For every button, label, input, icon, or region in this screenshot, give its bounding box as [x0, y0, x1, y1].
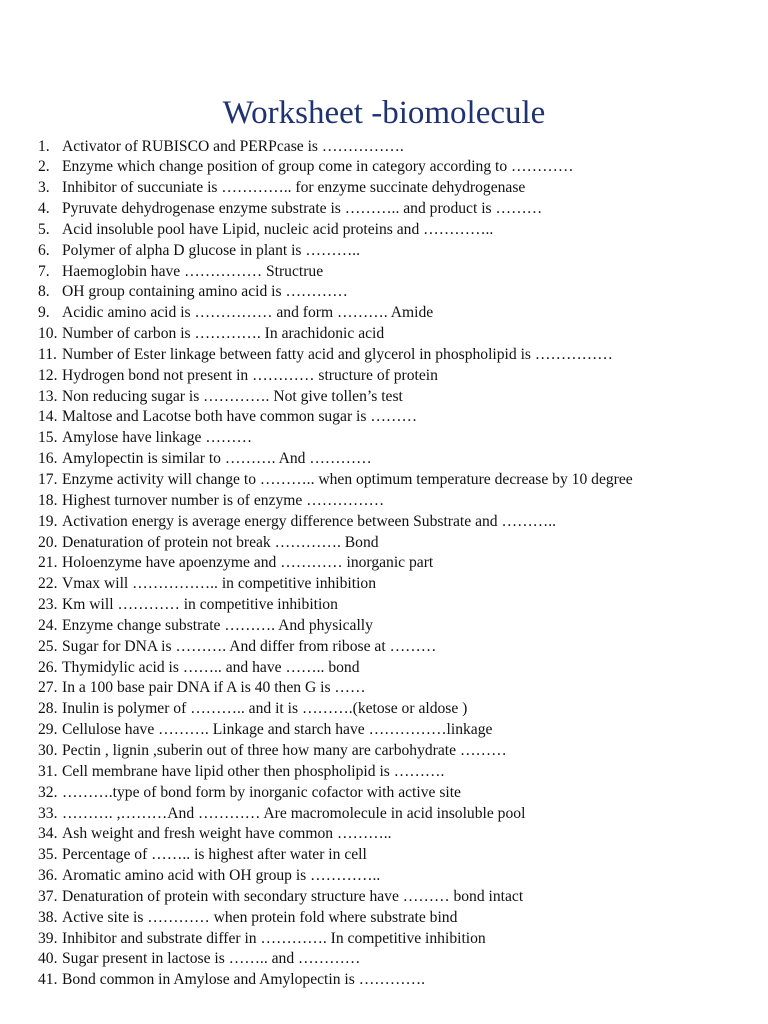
question-number: 37. — [38, 887, 58, 905]
question-number: 7. — [38, 262, 50, 280]
question-item — [38, 574, 633, 595]
question-number: 27. — [38, 679, 58, 697]
question-number: 29. — [38, 721, 58, 739]
question-item — [38, 887, 633, 908]
question-text: Number of Ester linkage between fatty acid and glycerol in phospholipid is …………… — [62, 345, 613, 363]
question-item — [38, 262, 633, 283]
question-item — [38, 804, 633, 825]
question-text: Polymer of alpha D glucose in plant is ……….. — [62, 241, 360, 259]
question-text: ………. ,………And ………… Are macromolecule in acid insoluble pool — [62, 804, 526, 822]
question-number: 18. — [38, 491, 58, 509]
question-number: 21. — [38, 554, 58, 572]
question-number: 35. — [38, 846, 58, 864]
question-text: Acid insoluble pool have Lipid, nucleic acid proteins and ………….. — [62, 220, 494, 238]
question-text: Aromatic amino acid with OH group is ………….. — [62, 867, 381, 885]
question-number: 19. — [38, 512, 58, 530]
question-number: 40. — [38, 950, 58, 968]
question-number: 5. — [38, 220, 50, 238]
question-text: Percentage of …….. is highest after water in cell — [62, 846, 367, 864]
question-item — [38, 637, 633, 658]
question-text: Highest turnover number is of enzyme …………… — [62, 491, 385, 509]
question-text: Bond common in Amylose and Amylopectin is …………. — [62, 971, 425, 989]
question-text: Cell membrane have lipid other then phospholipid is ………. — [62, 762, 445, 780]
question-item — [38, 387, 633, 408]
question-number: 1. — [38, 137, 50, 155]
question-text: In a 100 base pair DNA if A is 40 then G is …… — [62, 679, 366, 697]
question-item — [38, 324, 633, 345]
question-text: Sugar present in lactose is …….. and ………… — [62, 950, 361, 968]
question-text: Inulin is polymer of ……….. and it is ……….(ketose or aldose ) — [62, 700, 468, 718]
question-number: 36. — [38, 867, 58, 885]
question-number: 6. — [38, 241, 50, 259]
question-number: 34. — [38, 825, 58, 843]
question-number: 14. — [38, 408, 58, 426]
question-item — [38, 220, 633, 241]
page-title: Worksheet -biomolecule — [222, 95, 546, 131]
question-number: 33. — [38, 804, 58, 822]
question-item — [38, 929, 633, 950]
question-item — [38, 366, 633, 387]
question-text: Number of carbon is …………. In arachidonic acid — [62, 325, 385, 343]
question-item — [38, 741, 633, 762]
question-number: 10. — [38, 325, 58, 343]
question-text: Holoenzyme have apoenzyme and ………… inorganic part — [62, 554, 434, 572]
question-number: 23. — [38, 596, 58, 614]
question-number: 2. — [38, 158, 50, 176]
question-number: 28. — [38, 700, 58, 718]
question-item — [38, 533, 633, 554]
question-text: Acidic amino acid is …………… and form ………. Amide — [62, 304, 434, 322]
question-item — [38, 553, 633, 574]
question-number: 32. — [38, 783, 58, 801]
question-number: 3. — [38, 179, 50, 197]
question-text: Haemoglobin have …………… Structrue — [62, 262, 324, 280]
question-number: 11. — [38, 345, 57, 363]
question-item — [38, 762, 633, 783]
question-text: Maltose and Lacotse both have common sugar is ……… — [62, 408, 418, 426]
question-item — [38, 866, 633, 887]
question-number: 24. — [38, 616, 58, 634]
question-item — [38, 616, 633, 637]
question-number: 9. — [38, 304, 50, 322]
question-item — [38, 345, 633, 366]
question-number: 22. — [38, 575, 58, 593]
question-item — [38, 470, 633, 491]
question-text: Ash weight and fresh weight have common ……….. — [62, 825, 392, 843]
question-item — [38, 157, 633, 178]
question-item — [38, 970, 633, 991]
question-text: Inhibitor of succuniate is ………….. for enzyme succinate dehydrogenase — [62, 179, 526, 197]
question-text: Inhibitor and substrate differ in …………. In competitive inhibition — [62, 929, 486, 947]
question-text: Denaturation of protein with secondary structure have ……… bond intact — [62, 887, 524, 905]
question-item — [38, 512, 633, 533]
question-item — [38, 678, 633, 699]
question-text: Thymidylic acid is …….. and have …….. bond — [62, 658, 360, 676]
question-item — [38, 178, 633, 199]
question-number: 4. — [38, 200, 50, 218]
question-text: Activator of RUBISCO and PERPcase is ……………. — [62, 137, 404, 155]
question-text: Sugar for DNA is ………. And differ from ribose at ……… — [62, 637, 437, 655]
question-number: 38. — [38, 908, 58, 926]
question-item — [38, 428, 633, 449]
question-number: 31. — [38, 762, 58, 780]
question-item — [38, 845, 633, 866]
question-number: 16. — [38, 450, 58, 468]
question-number: 30. — [38, 741, 58, 759]
question-text: Amylopectin is similar to ………. And ………… — [62, 450, 372, 468]
question-text: Amylose have linkage ……… — [62, 429, 253, 447]
question-number: 13. — [38, 387, 58, 405]
question-number: 39. — [38, 929, 58, 947]
question-text: Enzyme change substrate ………. And physically — [62, 616, 373, 634]
question-text: Activation energy is average energy difference between Substrate and ……….. — [62, 512, 557, 530]
question-text: Denaturation of protein not break …………. Bond — [62, 533, 379, 551]
question-text: ……….type of bond form by inorganic cofactor with active site — [62, 783, 461, 801]
question-text: Pectin , lignin ,suberin out of three how many are carbohydrate ……… — [62, 741, 507, 759]
question-list — [38, 137, 633, 992]
question-item — [38, 407, 633, 428]
question-item — [38, 303, 633, 324]
question-text: Pyruvate dehydrogenase enzyme substrate is ……….. and product is ……… — [62, 200, 543, 218]
question-text: Cellulose have ………. Linkage and starch have ……………linkage — [62, 721, 493, 739]
question-text: Enzyme which change position of group come in category according to ………… — [62, 158, 574, 176]
question-item — [38, 824, 633, 845]
question-item — [38, 449, 633, 470]
question-number: 41. — [38, 971, 58, 989]
question-item — [38, 908, 633, 929]
question-item — [38, 282, 633, 303]
question-number: 20. — [38, 533, 58, 551]
question-item — [38, 241, 633, 262]
question-text: Active site is ………… when protein fold where substrate bind — [62, 908, 458, 926]
question-item — [38, 949, 633, 970]
question-text: Enzyme activity will change to ……….. when optimum temperature decrease by 10 degree — [62, 471, 633, 488]
question-number: 25. — [38, 637, 58, 655]
question-number: 15. — [38, 429, 58, 447]
question-text: Hydrogen bond not present in ………… structure of protein — [62, 366, 438, 384]
question-item — [38, 783, 633, 804]
question-item — [38, 199, 633, 220]
question-item — [38, 699, 633, 720]
question-item — [38, 720, 633, 741]
question-item — [38, 491, 633, 512]
question-text: OH group containing amino acid is ………… — [62, 283, 348, 301]
question-text: Vmax will …………….. in competitive inhibition — [62, 575, 377, 593]
question-number: 8. — [38, 283, 50, 301]
question-number: 17. — [38, 471, 58, 488]
question-number: 12. — [38, 366, 58, 384]
question-text: Km will ………… in competitive inhibition — [62, 596, 338, 614]
question-text: Non reducing sugar is …………. Not give tollen’s test — [62, 387, 403, 405]
question-item — [38, 595, 633, 616]
question-item — [38, 658, 633, 679]
question-item — [38, 137, 633, 158]
question-number: 26. — [38, 658, 58, 676]
